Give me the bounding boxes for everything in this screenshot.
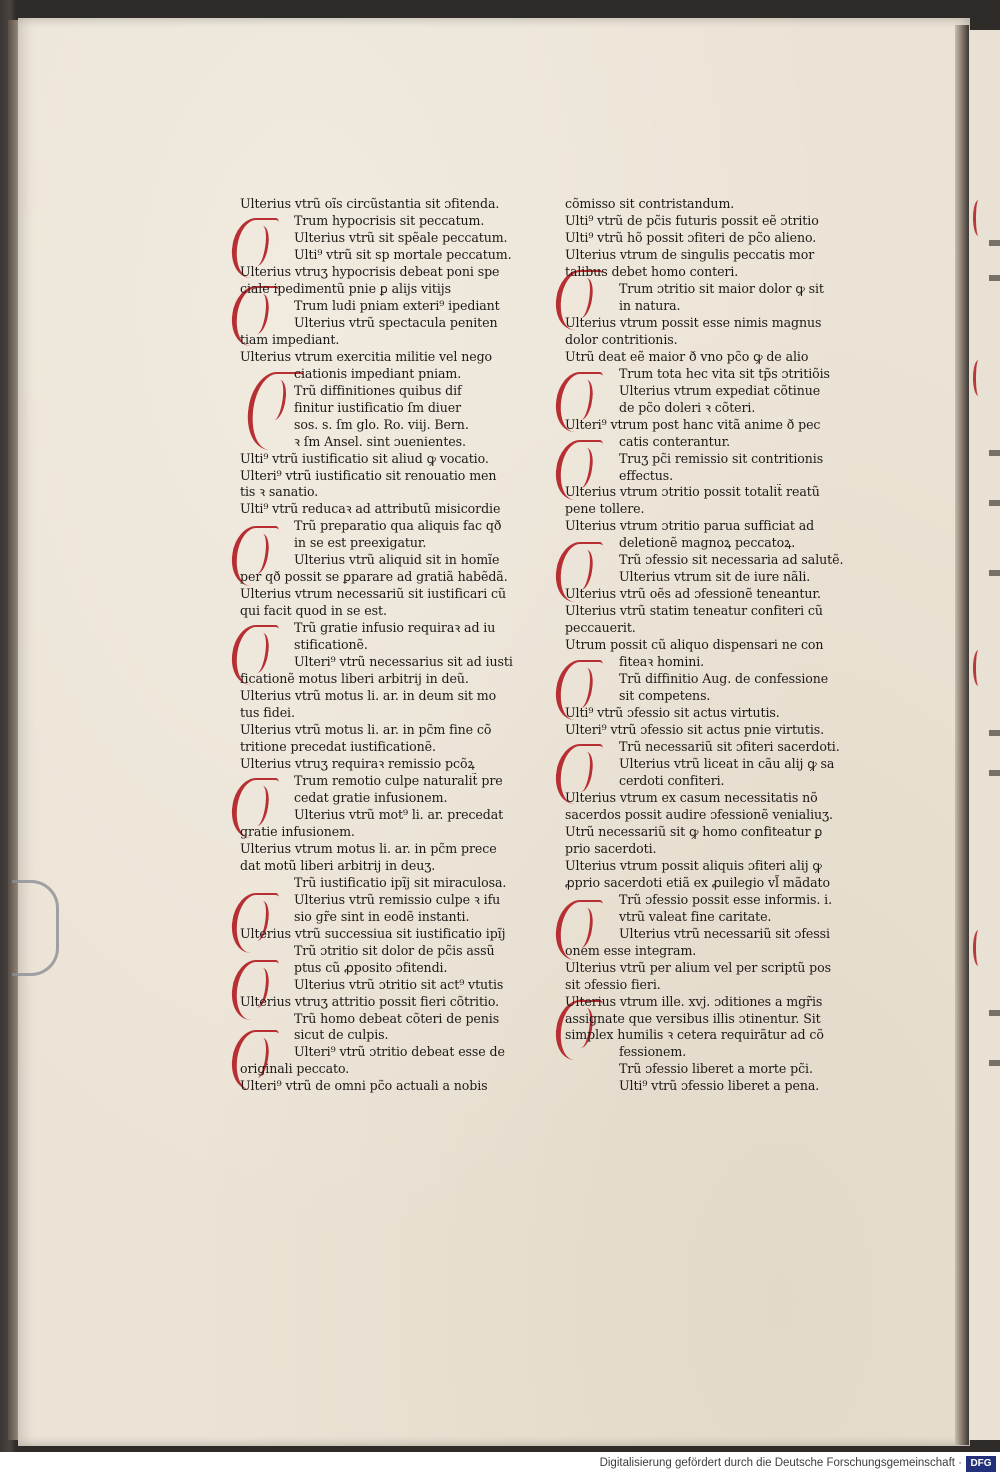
text-line: dat motũ liberi arbitrij in deuʒ. (240, 857, 436, 873)
text-line: Ulterius vtrũ oẽs ad ɔfessionẽ teneantur. (565, 586, 821, 602)
text-line: Ulterius vtrũ liceat in cãu alij ꝙ sa (619, 755, 835, 771)
text-line: Ulterius vtrum motus li. ar. in pc̃m prece (240, 840, 497, 856)
text-line: Ulterius vtrũ successiua sit iustificatio ipĩj (240, 925, 506, 941)
text-line: effectus. (619, 467, 674, 483)
text-line: Ulterius vtrum possit aliquis ɔfiteri alij ꝙ (565, 857, 822, 873)
text-line: ptus cũ ꝓposito ɔfitendi. (294, 959, 448, 975)
text-line: qui facit quod in se est. (240, 603, 387, 619)
text-line: onem esse integram. (565, 942, 697, 958)
dfg-logo: DFG (966, 1456, 996, 1472)
text-line: Ulterius vtrum necessariũ sit iustificari cũ (240, 586, 507, 602)
page-gutter (955, 25, 969, 1445)
text-line: Trũ diffinitiones quibus dif (294, 382, 462, 398)
text-line: Ulterius vtrũ spectacula peniten (294, 314, 498, 330)
text-line: sos. s. ſm glo. Ro. viij. Bern. (294, 416, 469, 432)
text-line: catis conterantur. (619, 433, 731, 449)
text-line: pene tollere. (565, 501, 645, 517)
text-line: Trũ ɔtritio sit dolor de pc̃is assũ (294, 942, 495, 958)
text-line: Ulti⁹ vtrũ de pc̃is futuris possit eẽ ɔtritio (565, 212, 819, 228)
footer-bar (0, 1452, 1000, 1477)
text-line: Utrũ deat eẽ maior ð vno pc̃o ꝙ de alio (565, 348, 809, 364)
text-line: ꝛ ſm Ansel. sint ɔuenientes. (294, 433, 466, 449)
text-line: Ulterius vtrũ remissio culpe ꝛ ifu (294, 891, 501, 907)
text-line: Ulterius vtrũ aliquid sit in homĩe (294, 552, 500, 568)
text-line: Ulterius vtrum expediat cõtinue (619, 382, 821, 398)
text-line: Trũ ɔfessio liberet a morte pc̃i. (619, 1061, 813, 1077)
text-line: sacerdos possit audire ɔfessionẽ venialiuʒ. (565, 806, 833, 822)
text-line: Ulterius vtrum de singulis peccatis mor (565, 246, 815, 262)
text-line: Ulti⁹ vtrũ reducaꝛ ad attributũ misicordie (240, 501, 501, 517)
text-line: Ulterius vtrũ statim teneatur confiteri cũ (565, 603, 823, 619)
text-line: Ulterius vtrum ex casum necessitatis nõ (565, 789, 818, 805)
text-line: Trũ necessariũ sit ɔfiteri sacerdoti. (619, 739, 840, 754)
text-line: Trum remotio culpe naturalit̃ pre (294, 772, 503, 788)
text-line: Trũ preparatio qua aliquis fac qð (294, 518, 502, 534)
text-line: Ulterius vtrum exercitia militie vel nego (240, 348, 493, 364)
text-line: tiam impediant. (240, 331, 340, 347)
text-line: cerdoti confiteri. (619, 772, 725, 788)
text-line: tis ꝛ sanatio. (240, 484, 319, 500)
text-line: sit ɔfessio fieri. (565, 976, 661, 992)
text-line: Trum tota hec vita sit tp̃s ɔtritiõis (619, 365, 830, 381)
text-line: Ulterius vtrũ sit spẽale peccatum. (294, 229, 508, 245)
text-line: Ulteri⁹ vtrũ iustificatio sit renouatio men (240, 467, 497, 483)
text-line: deletionẽ magnoꝝ peccatoꝝ. (619, 535, 796, 551)
text-line: Ulterius vtruʒ requiraꝛ remissio pcõꝝ (240, 755, 475, 771)
text-line: in natura. (619, 297, 681, 313)
text-line: talibus debet homo conteri. (565, 263, 739, 279)
text-line: Ulterius vtrum ɔtritio parua sufficiat ad (565, 518, 815, 534)
text-line: Trum hypocrisis sit peccatum. (294, 212, 485, 228)
text-line: simplex humilis ꝛ cetera requirãtur ad cõ (565, 1027, 824, 1043)
text-line: Trũ iustificatio ipĩj sit miraculosa. (294, 874, 507, 890)
text-line: Ulterius vtrũ oĩs circũstantia sit ɔfitenda. (240, 196, 500, 211)
text-line: peccauerit. (565, 620, 636, 636)
text-line: ꝓprio sacerdoti etiã ex ꝓuilegio vl̃ mãdato (565, 874, 830, 890)
text-line: cõmisso sit contristandum. (565, 196, 735, 211)
text-line: originali peccato. (240, 1061, 350, 1077)
text-line: Trũ homo debeat cõteri de penis (294, 1010, 500, 1026)
text-line: tritione precedat iustificationẽ. (240, 739, 436, 754)
text-line: dolor contritionis. (565, 331, 678, 347)
text-line: per qð possit se ꝑparare ad gratiã habẽdã. (240, 569, 508, 585)
text-line: fessionem. (619, 1044, 687, 1060)
text-line: vtrũ valeat fine caritate. (619, 908, 772, 924)
text-line: sio gr̃e sint in eodẽ instanti. (294, 908, 470, 924)
text-line: Ulti⁹ vtrũ ɔfessio sit actus virtutis. (565, 705, 780, 721)
text-line: Ulteri⁹ vtrum post hanc vitã anime ð pec (565, 416, 821, 432)
text-line: Ulti⁹ vtrũ sit sp mortale peccatum. (294, 246, 512, 262)
facing-page-edge (969, 30, 1000, 1440)
text-line: Ulti⁹ vtrũ hõ possit ɔfiteri de pc̃o alieno. (565, 229, 817, 245)
text-line: ciationis impediant pniam. (294, 365, 462, 381)
text-line: prio sacerdoti. (565, 840, 657, 856)
left-text-column (240, 196, 542, 1095)
text-line: fiteaꝛ homini. (619, 654, 705, 670)
text-line: Ulterius vtruʒ hypocrisis debeat poni spe (240, 263, 500, 279)
text-line: sicut de culpis. (294, 1027, 389, 1043)
text-line: Ulterius vtrum possit esse nimis magnus (565, 314, 822, 330)
right-text-column (565, 196, 867, 1095)
text-line: gratie infusionem. (240, 823, 355, 839)
text-line: Ulterius vtrũ motus li. ar. in deum sit mo (240, 688, 497, 704)
text-line: Ulterius vtrum ille. xvj. ɔditiones a mgr̃is (565, 993, 823, 1009)
text-line: Ulterius vtrum sit de iure nãli. (619, 569, 811, 585)
text-line: assignate que versibus illis ɔtinentur. Sit (565, 1010, 821, 1026)
text-line: Ulterius vtrũ necessariũ sit ɔfessi (619, 925, 830, 941)
text-line: Ulterius vtruʒ attritio possit fieri cõtritio. (240, 993, 500, 1009)
text-line: cedat gratie infusionem. (294, 789, 448, 805)
text-line: ficationẽ motus liberi arbitrij in deũ. (240, 671, 469, 687)
text-line: Ulteri⁹ vtrũ necessarius sit ad iusti (294, 654, 513, 670)
text-line: Ulterius vtrũ per alium vel per scriptũ pos (565, 959, 831, 975)
text-line: de pc̃o doleri ꝛ cõteri. (619, 399, 756, 415)
text-line: Ulterius vtrũ motus li. ar. in pc̃m fine cõ (240, 722, 492, 738)
text-line: Ulteri⁹ vtrũ ɔtritio debeat esse de (294, 1044, 505, 1060)
text-line: Ulti⁹ vtrũ iustificatio sit aliud ꝙ vocatio. (240, 450, 489, 466)
text-line: Utrum possit cũ aliquo dispensari ne con (565, 637, 824, 653)
text-line: ciale ipedimentũ pnie ꝑ alijs vitijs (240, 280, 451, 296)
text-line: stificationẽ. (294, 637, 368, 653)
text-line: Trum ɔtritio sit maior dolor ꝙ sit (619, 280, 824, 296)
text-line: Utrũ necessariũ sit ꝙ homo confiteatur ꝑ (565, 823, 823, 839)
text-line: Trũ diffinitio Aug. de confessione (619, 671, 829, 687)
text-line: Ulterius vtrum ɔtritio possit totalit̃ reatũ (565, 484, 820, 500)
text-line: sit competens. (619, 688, 711, 704)
funding-notice: Digitalisierung gefördert durch die Deutsche Forschungsgemeinschaft · (599, 1457, 962, 1469)
text-line: tus fidei. (240, 705, 295, 721)
page-clip (12, 880, 59, 976)
text-line: in se est preexigatur. (294, 535, 427, 551)
text-line: Trũ gratie infusio requiraꝛ ad iu (294, 620, 496, 636)
text-line: Ulti⁹ vtrũ ɔfessio liberet a pena. (619, 1078, 820, 1094)
text-line: Truʒ pc̃i remissio sit contritionis (619, 450, 824, 466)
text-line: Ulterius vtrũ mot⁹ li. ar. precedat (294, 806, 504, 822)
text-line: Trũ ɔfessio sit necessaria ad salutẽ. (619, 552, 844, 568)
text-line: Trũ ɔfessio possit esse informis. i. (619, 891, 833, 907)
text-line: Trum ludi pniam exteri⁹ ipediant (294, 297, 500, 313)
text-line: Ulteri⁹ vtrũ de omni pc̃o actuali a nobis (240, 1078, 488, 1094)
text-line: Ulteri⁹ vtrũ ɔfessio sit actus pnie virtutis. (565, 722, 825, 738)
text-line: finitur iustificatio ſm diuer (294, 399, 462, 415)
text-line: Ulterius vtrũ ɔtritio sit act⁹ vtutis (294, 976, 504, 992)
